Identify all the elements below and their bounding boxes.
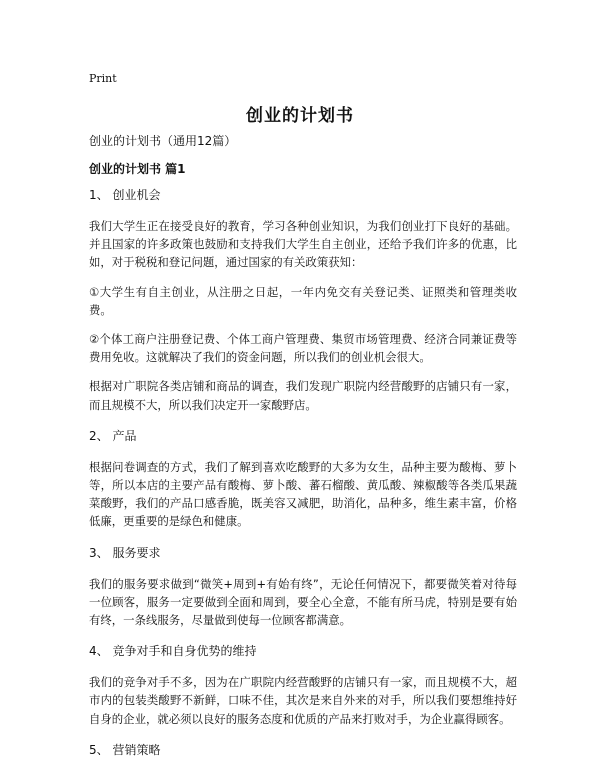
document-title: 创业的计划书: [246, 106, 354, 126]
document-subtitle: 创业的计划书（通用12篇）: [89, 134, 237, 148]
paragraph: 我们的竞争对手不多，因为在广职院内经营酸野的店铺只有一家，而且规模不大，超市内的包装类酸野不新鲜，口味不佳，其次是来自外来的对手，所以我们要想维持好自身的企业，就必须以良好的服务态度和优质的产品来打败对手，为企业赢得顾客。: [89, 675, 517, 726]
paragraph: 根据对广职院各类店铺和商品的调查，我们发现广职院内经营酸野的店铺只有一家，而且规模不大，所以我们决定开一家酸野店。: [89, 379, 517, 412]
print-link[interactable]: Print: [89, 72, 117, 85]
section-heading: 5、 营销策略: [89, 742, 161, 757]
section-heading: 4、 竞争对手和自身优势的维持: [89, 644, 257, 659]
document-body: [89, 132, 517, 772]
paragraph: 我们的服务要求做到“微笑+周到+有始有终”，无论任何情况下，都要微笑着对待每一位顾客，服务一定要做到全面和周到，要全心全意，不能有所马虎，特别是要有始有终，一条线服务，尽量做到使每一位顾客都满意。: [89, 576, 517, 628]
section-heading: 2、 产品: [89, 428, 137, 443]
section-heading: 3、 服务要求: [89, 545, 161, 560]
paragraph: 根据问卷调查的方式，我们了解到喜欢吃酸野的大多为女生，品种主要为酸梅、萝卜等，所以本店的主要产品有酸梅、萝卜酸、蕃石榴酸、黄瓜酸、辣椒酸等各类瓜果蔬菜酸野，我们的产品口感香脆，既美容又减肥，助消化，品种多，维生素丰富，价格低廉，更重要的是绿色和健康。: [89, 459, 517, 529]
chapter-heading: 创业的计划书 篇1: [89, 162, 186, 176]
paragraph: ①大学生有自主创业，从注册之日起，一年内免交有关登记类、证照类和管理类收费。: [89, 284, 517, 317]
section-heading: 1、 创业机会: [89, 188, 161, 202]
paragraph: ②个体工商户注册登记费、个体工商户管理费、集贸市场管理费、经济合同兼证费等费用免收。这就解决了我们的资金问题，所以我们的创业机会很大。: [89, 332, 517, 365]
paragraph: 我们大学生正在接受良好的教育，学习各种创业知识，为我们创业打下良好的基础。并且国家的许多政策也鼓励和支持我们大学生自主创业，还给予我们许多的优惠，比如，对于税税和登记问题，通过国家的有关政策获知：: [89, 219, 517, 270]
